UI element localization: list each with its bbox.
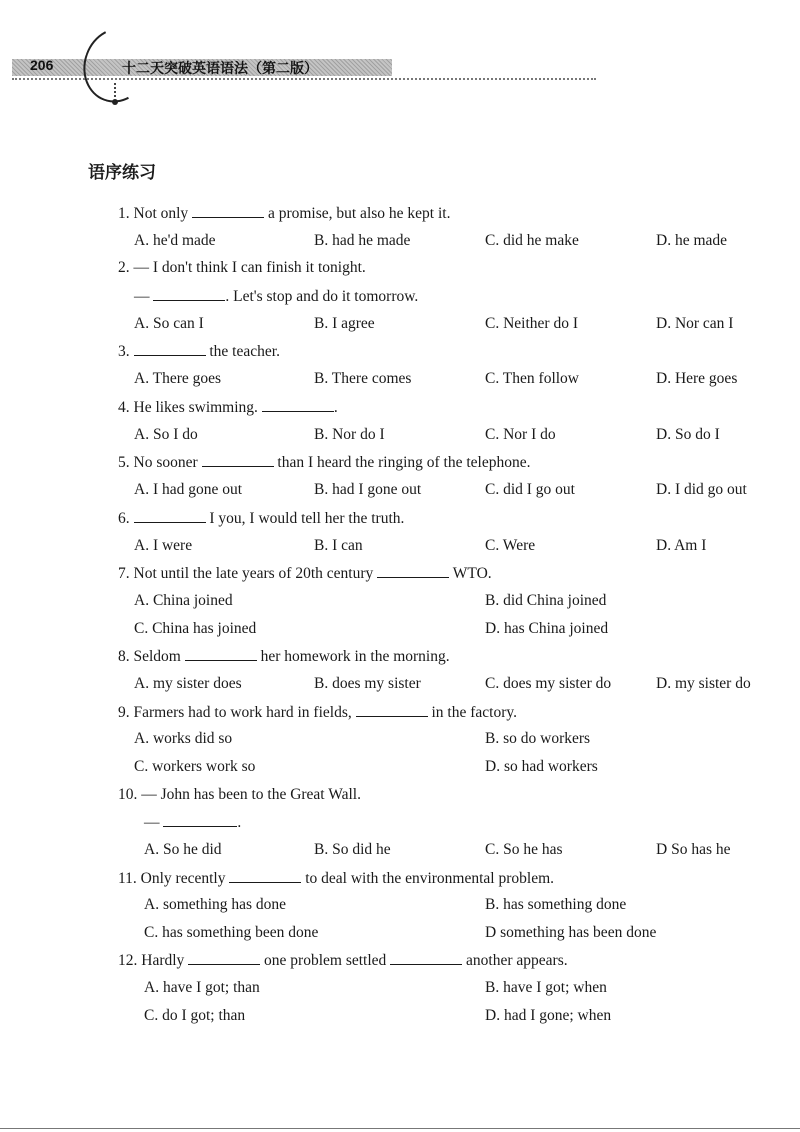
question-10-response <box>144 813 241 832</box>
question-7-stem <box>118 564 492 583</box>
q11-option-c: C. has something been done <box>144 924 319 941</box>
question-8-lead: 8. Seldom <box>118 648 181 665</box>
q6-option-d: D. Am I <box>656 537 707 554</box>
question-4-stem <box>118 398 338 417</box>
q7-option-c: C. China has joined <box>134 620 257 637</box>
q3-option-b: B. There comes <box>314 370 412 387</box>
q11-option-b: B. has something done <box>485 896 627 913</box>
answer-blank <box>134 342 206 356</box>
section-title: 语序练习 <box>88 163 156 183</box>
answer-blank <box>153 287 225 301</box>
question-2-response <box>134 287 418 306</box>
q5-option-d: D. I did go out <box>656 481 747 498</box>
question-6-stem <box>118 509 404 528</box>
question-3-lead: 3. <box>118 343 130 360</box>
question-11-lead: 11. Only recently <box>118 870 226 887</box>
q8-option-a: A. my sister does <box>134 675 242 692</box>
q7-option-d: D. has China joined <box>485 620 609 637</box>
answer-blank <box>134 509 206 523</box>
answer-blank <box>188 951 260 965</box>
q6-option-a: A. I were <box>134 537 193 554</box>
q9-option-c: C. workers work so <box>134 758 256 775</box>
q12-option-a: A. have I got; than <box>144 979 260 996</box>
q10-option-d: D So has he <box>656 841 731 858</box>
question-10-tail: . <box>237 814 242 831</box>
q3-option-c: C. Then follow <box>485 370 579 387</box>
q9-option-b: B. so do workers <box>485 730 591 747</box>
question-12-stem <box>118 951 568 970</box>
q4-option-d: D. So do I <box>656 426 720 443</box>
q1-option-b: B. had he made <box>314 232 411 249</box>
q3-option-d: D. Here goes <box>656 370 738 387</box>
page-number: 206 <box>30 57 54 73</box>
q9-option-a: A. works did so <box>134 730 233 747</box>
q12-option-d: D. had I gone; when <box>485 1007 612 1024</box>
q12-option-b: B. have I got; when <box>485 979 607 996</box>
q6-option-c: C. Were <box>485 537 536 554</box>
answer-blank <box>390 951 462 965</box>
question-8-stem <box>118 647 450 666</box>
q4-option-b: B. Nor do I <box>314 426 385 443</box>
question-1-stem <box>118 204 450 223</box>
q7-option-b: B. did China joined <box>485 592 607 609</box>
q5-option-b: B. had I gone out <box>314 481 422 498</box>
question-7-lead: 7. Not until the late years of 20th century <box>118 565 374 582</box>
q2-option-b: B. I agree <box>314 315 375 332</box>
question-12-middle: one problem settled <box>264 952 387 969</box>
q9-option-d: D. so had workers <box>485 758 598 775</box>
answer-blank <box>163 813 237 827</box>
question-3-stem <box>118 342 280 361</box>
q8-option-c: C. does my sister do <box>485 675 612 692</box>
question-5-stem <box>118 453 531 472</box>
question-7-tail: WTO. <box>452 565 492 582</box>
q3-option-a: A. There goes <box>134 370 222 387</box>
header-dotted-rule <box>12 78 596 80</box>
q2-option-c: C. Neither do I <box>485 315 578 332</box>
q10-option-c: C. So he has <box>485 841 563 858</box>
q7-option-a: A. China joined <box>134 592 233 609</box>
question-9-tail: in the factory. <box>431 704 517 721</box>
question-1-tail: a promise, but also he kept it. <box>267 205 451 222</box>
question-10-stem: 10. — John has been to the Great Wall. <box>118 786 361 803</box>
q2-option-d: D. Nor can I <box>656 315 734 332</box>
answer-blank <box>185 647 257 661</box>
header-dot-ornament <box>112 99 118 105</box>
answer-blank <box>229 869 301 883</box>
question-11-stem <box>118 869 554 888</box>
q12-option-c: C. do I got; than <box>144 1007 246 1024</box>
q10-option-b: B. So did he <box>314 841 391 858</box>
question-2-stem: 2. — I don't think I can finish it tonight. <box>118 259 366 276</box>
question-8-tail: her homework in the morning. <box>260 648 450 665</box>
q8-option-d: D. my sister do <box>656 675 751 692</box>
answer-blank <box>262 398 334 412</box>
question-4-lead: 4. He likes swimming. <box>118 399 258 416</box>
q1-option-c: C. did he make <box>485 232 579 249</box>
question-5-lead: 5. No sooner <box>118 454 198 471</box>
header-dotted-stem <box>114 83 116 97</box>
question-9-stem <box>118 703 517 722</box>
dash: — <box>134 288 150 305</box>
answer-blank <box>192 204 264 218</box>
q8-option-b: B. does my sister <box>314 675 421 692</box>
question-2-tail: . Let's stop and do it tomorrow. <box>225 288 419 305</box>
q11-option-d: D something has been done <box>485 924 657 941</box>
bottom-rule <box>0 1128 800 1129</box>
q2-option-a: A. So can I <box>134 315 204 332</box>
question-9-lead: 9. Farmers had to work hard in fields, <box>118 704 352 721</box>
question-11-tail: to deal with the environmental problem. <box>305 870 555 887</box>
question-12-lead: 12. Hardly <box>118 952 185 969</box>
question-12-tail: another appears. <box>466 952 568 969</box>
question-6-lead: 6. <box>118 510 130 527</box>
q1-option-a: A. he'd made <box>134 232 216 249</box>
dash: — <box>144 814 160 831</box>
answer-blank <box>377 564 449 578</box>
q4-option-c: C. Nor I do <box>485 426 556 443</box>
question-5-tail: than I heard the ringing of the telephone. <box>277 454 531 471</box>
q4-option-a: A. So I do <box>134 426 198 443</box>
q6-option-b: B. I can <box>314 537 363 554</box>
q11-option-a: A. something has done <box>144 896 287 913</box>
q10-option-a: A. So he did <box>144 841 222 858</box>
q5-option-a: A. I had gone out <box>134 481 243 498</box>
answer-blank <box>356 703 428 717</box>
q5-option-c: C. did I go out <box>485 481 575 498</box>
q1-option-d: D. he made <box>656 232 728 249</box>
book-title: 十二天突破英语语法（第二版） <box>122 61 318 77</box>
question-6-tail: I you, I would tell her the truth. <box>209 510 405 527</box>
answer-blank <box>202 453 274 467</box>
question-1-lead: 1. Not only <box>118 205 189 222</box>
question-4-tail: . <box>333 399 338 416</box>
question-3-tail: the teacher. <box>209 343 280 360</box>
